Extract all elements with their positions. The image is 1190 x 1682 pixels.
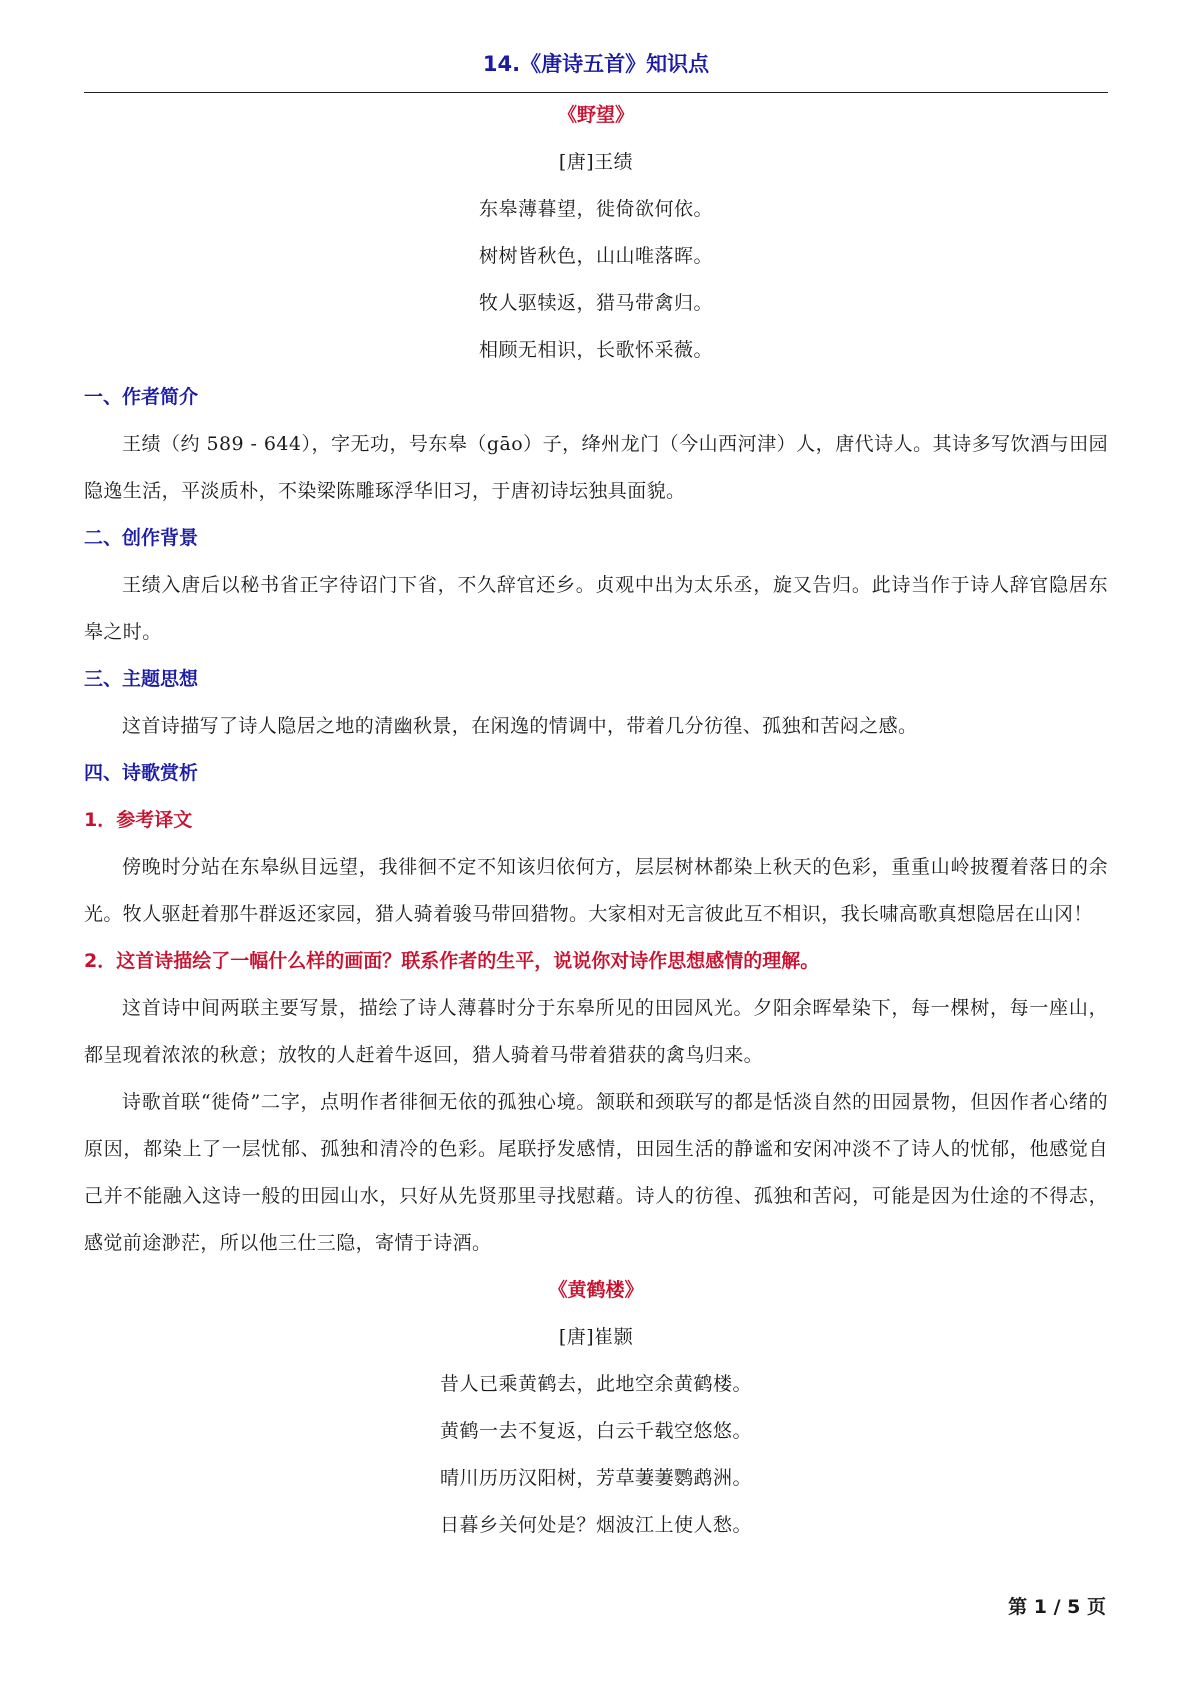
document-title: 14.《唐诗五首》知识点 (482, 52, 710, 76)
section-heading-theme: 三、主题思想 (84, 668, 199, 690)
poem-line: 晴川历历汉阳树，芳草萋萋鹦鹉洲。 (439, 1467, 752, 1489)
content-flow (84, 92, 1108, 1549)
poem-title-huanghelou: 《黄鹤楼》 (548, 1279, 644, 1301)
poem-line: 东皋薄暮望，徙倚欲何依。 (478, 198, 713, 220)
poem-author: [唐]王绩 (558, 151, 634, 173)
poem-author: [唐]崔颢 (558, 1326, 634, 1348)
section-heading-background: 二、创作背景 (84, 527, 199, 549)
poem-line: 黄鹤一去不复返，白云千载空悠悠。 (439, 1420, 752, 1442)
paragraph-author-intro: 王绩（约 589 - 644），字无功，号东皋（gāo）子，绛州龙门（今山西河津）人，唐代诗人。其诗多写饮酒与田园隐逸生活，平淡质朴，不染梁陈雕琢浮华旧习，于唐初诗坛独具面貌。 (84, 433, 1108, 502)
paragraph-answer-2: 诗歌首联“徙倚”二字，点明作者徘徊无依的孤独心境。颔联和颈联写的都是恬淡自然的田园景物，但因作者心绪的原因，都染上了一层忧郁、孤独和清冷的色彩。尾联抒发感情，田园生活的静谧和安闲冲淡不了诗人的忧郁，他感觉自己并不能融入这诗一般的田园山水，只好从先贤那里寻找慰藉。诗人的彷徨、孤独和苦闷，可能是因为仕途的不得志，感觉前途渺茫，所以他三仕三隐，寄情于诗酒。 (84, 1091, 1108, 1254)
poem-line: 牧人驱犊返，猎马带禽归。 (478, 292, 713, 314)
poem-line: 树树皆秋色，山山唯落晖。 (478, 245, 713, 267)
paragraph-translation: 傍晚时分站在东皋纵目远望，我徘徊不定不知该归依何方，层层树林都染上秋天的色彩，重重山岭披覆着落日的余光。牧人驱赶着那牛群返还家园，猎人骑着骏马带回猎物。大家相对无言彼此互不相识，我长啸高歌真想隐居在山冈！ (84, 856, 1108, 925)
poem-title-yewang: 《野望》 (557, 104, 634, 126)
paragraph-background: 王绩入唐后以秘书省正字待诏门下省，不久辞官还乡。贞观中出为太乐丞，旋又告归。此诗当作于诗人辞官隐居东皋之时。 (84, 574, 1108, 643)
paragraph-answer-1: 这首诗中间两联主要写景，描绘了诗人薄暮时分于东皋所见的田园风光。夕阳余晖晕染下，每一棵树，每一座山，都呈现着浓浓的秋意；放牧的人赶着牛返回，猎人骑着马带着猎获的禽鸟归来。 (84, 997, 1108, 1066)
poem-line: 昔人已乘黄鹤去，此地空余黄鹤楼。 (439, 1373, 752, 1395)
poem-line: 相顾无相识，长歌怀采薇。 (478, 339, 713, 361)
sub-heading-question: 2．这首诗描绘了一幅什么样的画面？联系作者的生平，说说你对诗作思想感情的理解。 (84, 950, 820, 972)
section-heading-author-intro: 一、作者简介 (84, 386, 199, 408)
paragraph-theme: 这首诗描写了诗人隐居之地的清幽秋景，在闲逸的情调中，带着几分彷徨、孤独和苦闷之感。 (122, 715, 918, 737)
sub-heading-translation: 1．参考译文 (84, 809, 193, 831)
page-number: 第 1 / 5 页 (1008, 1596, 1106, 1618)
section-heading-appreciation: 四、诗歌赏析 (84, 762, 199, 784)
poem-line: 日暮乡关何处是？烟波江上使人愁。 (439, 1514, 752, 1536)
